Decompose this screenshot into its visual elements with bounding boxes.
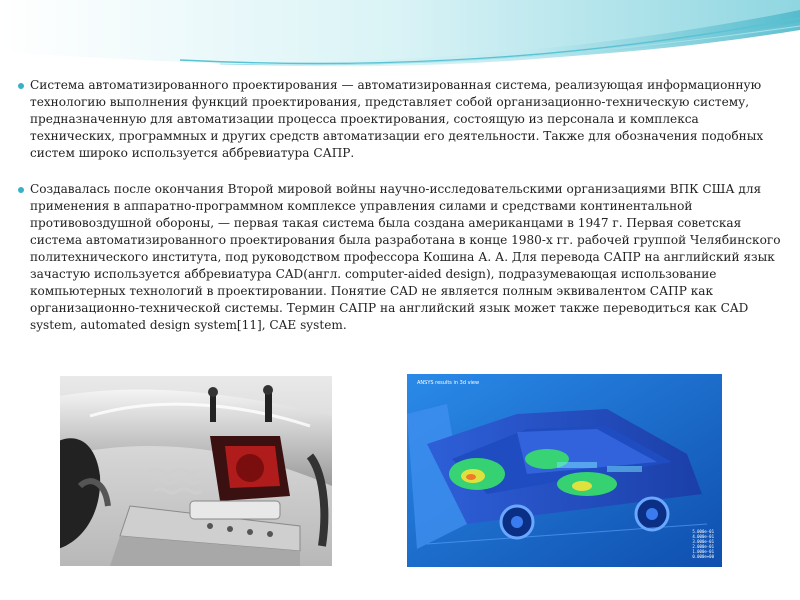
cad-vehicle-suspension-render-icon [60,376,332,566]
simulation-title-label: ANSYS results in 3d view [417,380,480,386]
cad-vehicle-render-image [60,376,332,566]
bullet-icon [18,83,24,89]
simulation-scale-legend: 5.000e-01 4.000e-01 3.000e-01 2.000e-01 1.000e-01 0.000e+00 [692,529,714,559]
bullet-icon [18,187,24,193]
paragraph-text: Создавалась после окончания Второй мировой войны научно-исследовательскими организациями ВПК США для применения в аппаратно-программном комплексе управления силами и средствами континентальной противовоздушной обороны, — первая такая система была создана американцами в 1947 г. Первая советская система автоматизированного проектирования была разработана в конце 1980-х гг. рабочей группой Челябинского политехнического института, под руководством профессора Кошина А. А. Для перевода САПР на английский язык зачастую используется аббревиатура CAD(англ. computer-aided design), подразумевающая использование компьютерных технологий в проектировании. Понятие CAD не является полным эквивалентом САПР как организационно-технической системы. Термин САПР на английский язык может также переводиться как CAD system, automated design system[11], CAE system. [30,182,781,332]
header-wave-decoration [0,0,800,75]
paragraph-cad-history [18,181,783,334]
crash-simulation-image [407,374,722,567]
paragraph-text: Система автоматизированного проектирования — автоматизированная система, реализующая информационную технологию выполнения функций проектирования, представляет собой организационно-техническую систему, предназначенную для автоматизации процесса проектирования, состоящую из персонала и комплекса технических, программных и других средств автоматизации его деятельности. Также для обозначения подобных систем широко используется аббревиатура САПР. [30,78,764,160]
car-crash-fem-simulation-icon [407,374,722,567]
text-content [18,77,783,334]
paragraph-cad-definition [18,77,783,162]
